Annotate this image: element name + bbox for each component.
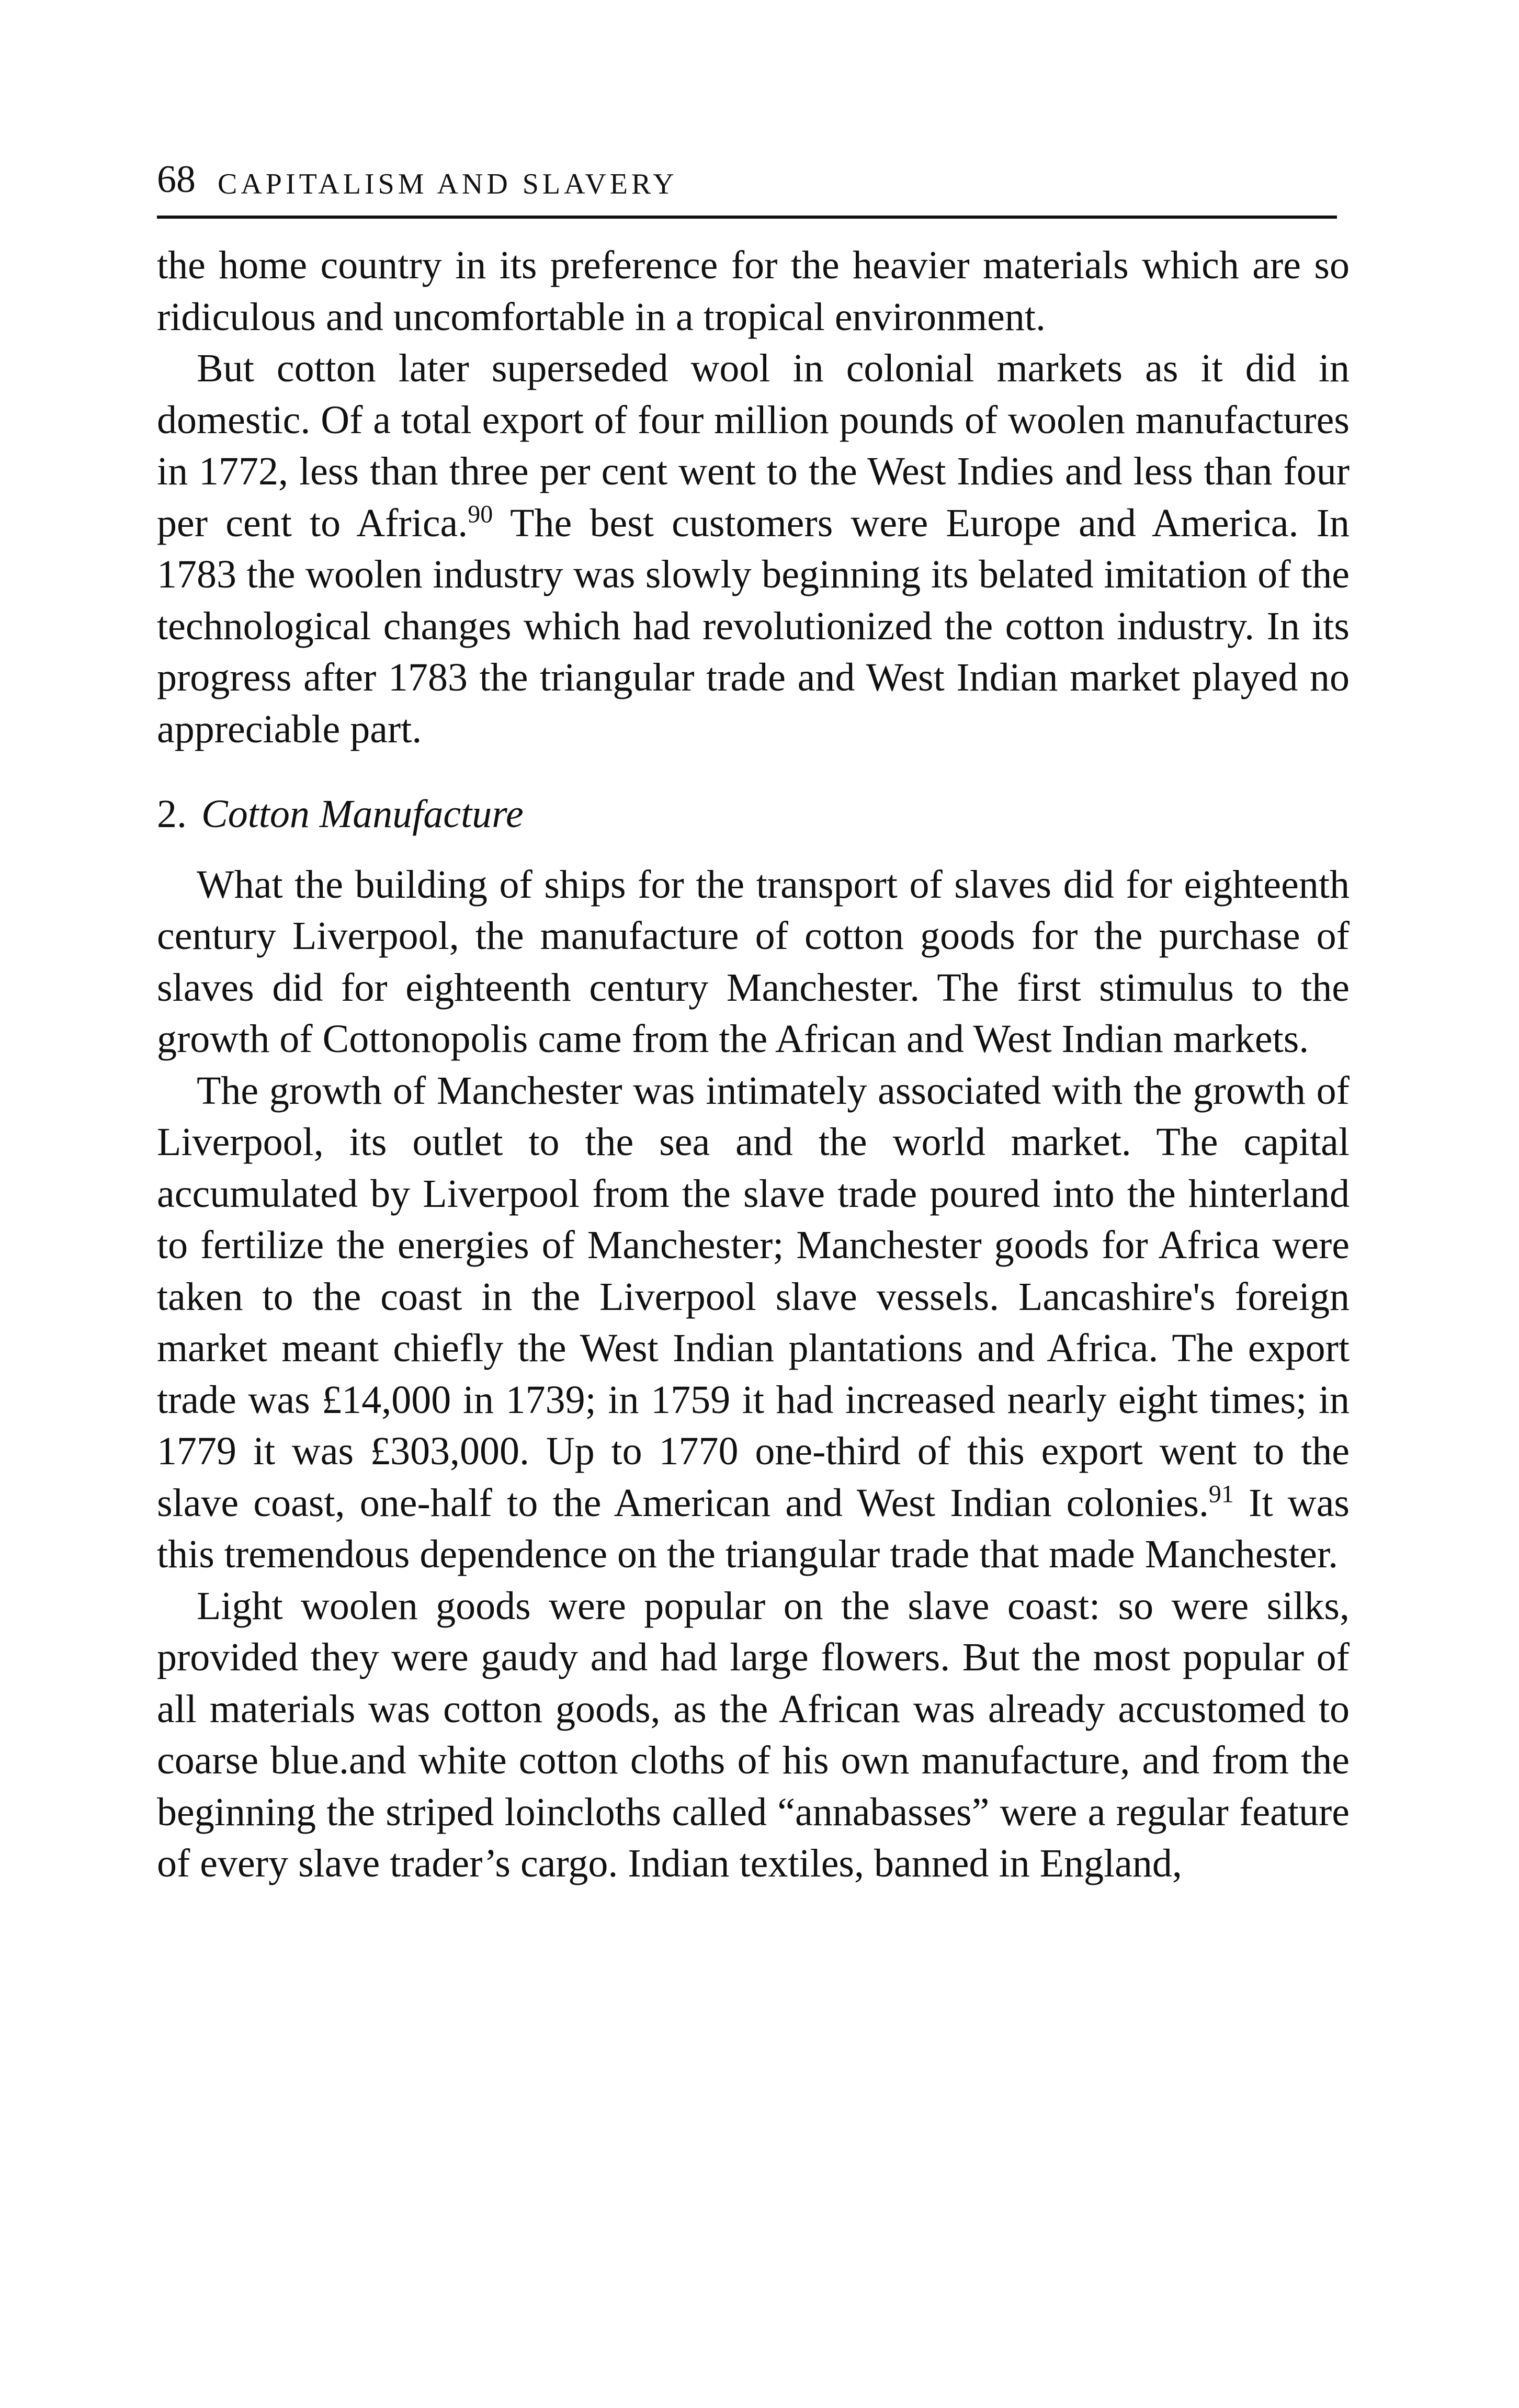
paragraph-4-text-a: The growth of Manchester was intimately associated with the growth of Liverpool, its outlet to the sea and the world market. The capital accumulated by Liverpool from the slave trade poured into the hinterland to fertilize the energies of Manchester; Manchester goods for Africa were taken to the coast in the Liverpool slave vessels. Lancashire's foreign market meant chiefly the West Indian plantations and Africa. The export trade was £14,000 in 1739; in 1759 it had increased nearly eight times; in 1779 it was £303,000. Up to 1770 one-third of this export went to the slave coast, one-half to the American and West Indian colonies. [157, 1068, 1350, 1525]
header-rule [157, 216, 1337, 219]
paragraph-5-text: Light woolen goods were popular on the slave coast: so were silks, provided they were gaudy and had large flowers. But the most popular of all materials was cotton goods, as the African was already accustomed to coarse blue.and white cotton cloths of his own manufacture, and from the beginning the striped loincloths called “annabasses” were a regular feature of every slave trader’s cargo. Indian textiles, banned in England, [157, 1584, 1350, 1885]
section-spacer [157, 755, 1350, 776]
section-number: 2. [157, 792, 187, 836]
paragraph-4-text-b: It was this tremendous dependence on the triangular trade that made Manchester. [157, 1480, 1350, 1576]
running-head [157, 131, 1350, 206]
running-title: CAPITALISM AND SLAVERY [218, 168, 678, 200]
page-number: 68 [157, 158, 196, 201]
paragraph-manchester-growth [157, 1065, 1350, 1580]
paragraph-liverpool-manchester [157, 859, 1350, 1065]
paragraph-3-text: What the building of ships for the transport of slaves did for eighteenth century Liverpool, the manufacture of cotton goods for the purchase of slaves did for eighteenth century Manchester. The first stimulus to the growth of Cottonopolis came from the African and West Indian markets. [157, 862, 1350, 1061]
paragraph-2-text-b: The best customers were Europe and America. In 1783 the woolen industry was slowly beginning its belated imitation of the technological changes which had revolutionized the cotton industry. In its progress after 1783 the triangular trade and West Indian market played no appreciable part. [157, 501, 1350, 751]
section-title: Cotton Manufacture [201, 792, 524, 836]
footnote-ref-91: 91 [1208, 1480, 1234, 1508]
paragraph-continued [157, 240, 1350, 343]
paragraph-1-text: the home country in its preference for the heavier materials which are so ridiculous and uncomfortable in a tropical environment. [157, 243, 1350, 339]
paragraph-2-text-a: But cotton later superseded wool in colonial markets as it did in domestic. Of a total export of four million pounds of woolen manufactures in 1772, less than three per cent went to the West Indies and less than four per cent to Africa. [157, 346, 1350, 545]
book-page [157, 131, 1350, 1890]
footnote-ref-90: 90 [468, 500, 493, 528]
paragraph-wool-markets [157, 343, 1350, 755]
section-heading [157, 788, 1350, 840]
paragraph-slave-coast-goods [157, 1580, 1350, 1890]
